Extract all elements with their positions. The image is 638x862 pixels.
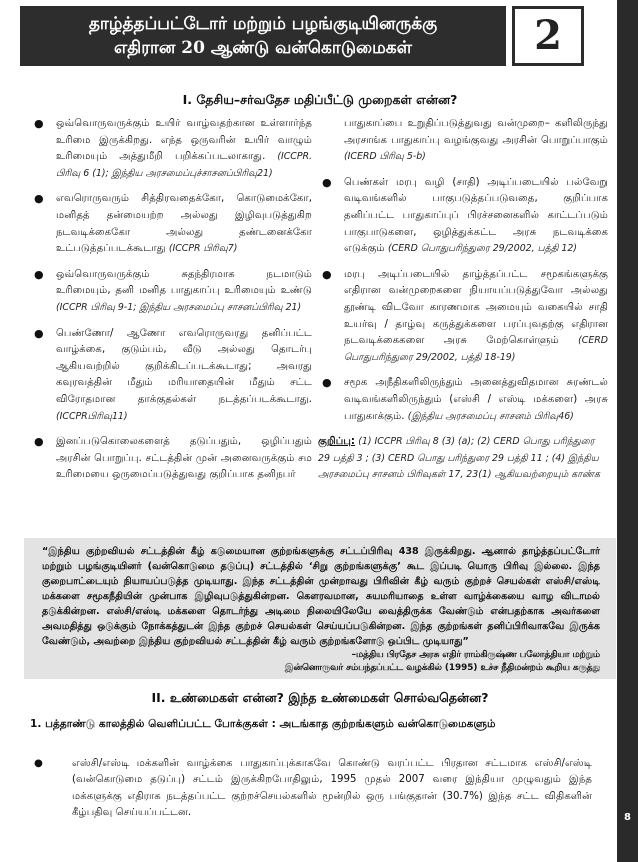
chapter-number: 2: [534, 12, 562, 59]
quote-attribution-line1: –மத்திய பிரதேச அரசு எதிர் ராம்கிருஷ்ண பலோத்தியா மற்றும்: [351, 650, 600, 660]
list-item: [30, 326, 312, 426]
item-text: இனப்படுகொலைகளைத் தடுப்பதும், ஒழிப்பதும் அரசின் பொறுப்பு. சட்டத்தின் முன் அனைவருக்கும் சம உரிமையை ஒருமைப்படுத்துவது குறிப்பாக தனிநபர்: [56, 436, 312, 481]
page-side-bar: [617, 0, 638, 862]
list-item: [30, 191, 312, 257]
bullet-icon: ●: [34, 435, 44, 449]
item-text: சமூக அநீதிகளிலிருந்தும் அனைத்துவிதமான சுரண்டல் வடிவங்களிலிருந்தும் (எஸ்சி / எஸ்டி மக்களை) அரசு பாதுகாக்கும்.: [344, 377, 608, 422]
chapter-header: [20, 6, 506, 66]
section1-heading: I. தேசிய–சர்வதேச மதிப்பீட்டு முறைகள் என்ன?: [182, 92, 458, 107]
footnote: [318, 434, 608, 484]
item-reference: (ICCPR பிரிவு 9-1; இந்திய அரசமைப்பு சாசனப்பிரிவு 21): [56, 301, 302, 313]
chapter-title-line1: தாழ்த்தப்பட்டோர் மற்றும் பழங்குடியினருக்கு: [88, 14, 438, 34]
list-item: [30, 434, 312, 484]
bullet-icon: ●: [34, 758, 43, 769]
section2-subheading: 1. பத்தாண்டு காலத்தில் வெளிப்பட்ட போக்குகள் : அடங்காத குற்றங்களும் வன்கொடுமைகளும்: [30, 718, 496, 730]
bullet-icon: ●: [34, 267, 44, 281]
item-reference: (இந்திய அரசமைப்பு சாசனம் பிரிவு46): [407, 410, 574, 422]
chapter-title: [20, 12, 506, 60]
item-reference: (CERD பொதுபரிந்துரை 29/2002, பத்தி 12): [388, 243, 577, 255]
item-text: எவரொருவரும் சித்திரவதைக்கோ, கொடுமைக்கோ, மனிதத் தன்மையற்ற அல்லது இழிவுபடுத்துகிற நடவடிக்கைகோ அல்லது தண்டனைக்கோ உட்படுத்தப்படக்கூடாது: [56, 193, 312, 255]
item-reference: (ICCPR பிரிவு7): [168, 243, 238, 255]
footnote-label: குறிப்பு:: [318, 436, 355, 448]
bullet-icon: ●: [34, 192, 44, 206]
quote-attribution-line2: இன்னொருவர் சம்பந்தப்பட்ட வழக்கில் (1995) உச்ச நீதிமன்றம் கூறிய கருத்து: [284, 663, 600, 673]
bullet-icon: ●: [34, 117, 44, 130]
bullet-icon: ●: [322, 175, 332, 189]
bullet-icon: ●: [322, 376, 332, 390]
item-text: பெண்ணோ/ ஆணோ எவரொருவரது தனிப்பட்ட வாழ்க்கை, குடும்பம், வீடு அல்லது தொடர்பு ஆகியவற்றில் குறிக்கிடப்படக்கூடாது; அவரது கவுரவத்தின் மீதும் மரியாதையின் மீதும் சட்ட விரோதமான தாக்குதல்கள் நடத்தப்படக்கூடாது.: [56, 327, 312, 405]
list-item: [30, 756, 592, 822]
left-column: [30, 116, 312, 493]
item-text: ஒவ்வொருவருக்கும் உயிர் வாழ்வதற்கான உள்ளார்ந்த உரிமை இருக்கிறது. எந்த ஒருவரின் உயிர் வாழும் உரிமையும் அத்துமீறி பறிக்கப்படலாகாது.: [56, 118, 312, 163]
item-reference: (ICCPR. பிரிவு 6 (1); இந்திய அரசமைப்புச்சாசனப்பிரிவு21): [56, 151, 312, 179]
quote-text: “இந்திய குற்றவியல் சட்டத்தின் கீழ் கடுமையான குற்றங்களுக்கு சட்டப்பிரிவு 438 இருக்கிறது. ஆனால் தாழ்த்தப்பட்டோர் மற்றும் பழங்குடியினர் (வன்கொடுமை தடுப்பு) சட்டத்தில் ‘சிறு குற்றங்களுக்கு’ கூட இப்படி யொரு பிரிவு இல்லை. இந்த குறைபாட்டையும் நியாயப்படுத்த முடியாது. இந்த சட்டத்தின் முன்றாவது பிரிவின் கீழ் வரும் குற்றச் செயல்கள் எஸ்சி/எஸ்டி மக்களை சமூகநீதியின் முன்பாக இழிவுபடுத்துகின்றன. கௌரவமான, சுயமரியாதை உள்ள வாழ்க்கையை வாழ விடாமல் தடுக்கின்றன. எஸ்சி/எஸ்டி மக்களை தொடர்ந்து அடிமை நிலையிலேயே வைத்திருக்க வேண்டும் என்பதற்காக அவர்களை அவமதித்து ஒடுக்கும் நோக்கத்துடன் இந்த குற்றச் செயல்கள் செய்யப்படுகின்றன. இந்த குற்றங்கள் தனிப்பிரிவாகவே இருக்க வேண்டும், அவற்றை இந்திய குற்றவியல் சட்டத்தின் கீழ் வரும் குற்றங்களோடு ஒப்பிட முடியாது”: [42, 546, 600, 647]
list-item: [318, 375, 608, 425]
bullet-icon: ●: [322, 267, 332, 281]
quote-box: [24, 538, 616, 679]
item-reference: (ICERD பிரிவு 5-b): [344, 151, 426, 163]
item-text: பாதுகாப்பை உறுதிப்படுத்துவது வன்முறை– களிலிருந்து அரசாங்க பாதுகாப்பு வழங்குவது அரசின் பொறுப்பாகும்: [344, 118, 608, 146]
chapter-title-line2: எதிரான 20 ஆண்டு வன்கொடுமைகள்: [114, 38, 412, 58]
list-item: [30, 116, 312, 182]
list-item: [318, 175, 608, 258]
right-column: [318, 116, 608, 484]
list-item: [30, 267, 312, 317]
item-reference: (CERD பொதுபரிந்துரை 29/2002, பத்தி 18-19): [344, 335, 608, 363]
item-reference: (ICCPRபிரிவு11): [56, 410, 128, 422]
item-text: எஸ்சி/எஸ்டி மக்களின் வாழ்க்கை பாதுகாப்புக்காகவே கொண்டு வரப்பட்ட பிரதான சட்டமாக எஸ்சி/எஸ்டி (வன்கொடுமை தடுப்பு) சட்டம் இருக்கிறபோதிலும், 1995 முதல் 2007 வரை இந்தியா முழுவதும் இந்த மக்களுக்கு எதிராக நடத்தப்பட்ட குற்றச்செயல்களில் மூன்றில் ஒரு பங்குதான் (30.7%) இந்த சட்ட விதிகளின் கீழ்பதிவு செய்யப்பட்டன.: [72, 758, 592, 819]
list-item: [318, 267, 608, 367]
section2-heading: II. உண்மைகள் என்ன? இந்த உண்மைகள் சொல்வதென்ன?: [151, 690, 489, 705]
footnote-text: (1) ICCPR பிரிவு 8 (3) (a); (2) CERD பொது பரிந்துரை 29 பத்தி 3 ; (3) CERD பொது பரிந்துரை 29 பத்தி 11 ; (4) இந்திய அரசமைப்பு சாசனம் பிரிவுகள் 17, 23(1) ஆகியவற்றையும் காண்க: [318, 436, 601, 481]
item-text: மரபு அடிப்படையில் தாழ்த்தப்பட்ட சமூகங்களுக்கு எதிரான வன்முறைகளை நியாயப்படுத்துவோ அல்லது தூண்டி விடவோ காரணமாக அமையும் வகையில் சாதி உயர்வு / தாழ்வு கருத்துக்களை பரப்புவதற்கு எதிரான நடவடிக்கைகளை அரசு மேற்கொள்ளும்: [344, 268, 608, 347]
item-text: ஒவ்வொருவருக்கும் சுதந்திரமாக நடமாடும் உரிமையும், தனி மனித பாதுகாப்பு உரிமையும் உண்டு: [56, 268, 312, 297]
page-number: 8: [624, 812, 631, 823]
chapter-number-box: [512, 6, 584, 66]
item-text: பெண்கள் மரபு வழி (சாதி) அடிப்படையில் பல்வேறு வடிவங்களில் பாகுபடுத்தப்படுவதை, குறிப்பாக தனிப்பட்ட பாதுகாப்புப் பிரச்சனைகளில் காட்டப்படும் பாகுபாடுகளை, ஒழித்துக்கட்ட அரசு நடவடிக்கை எடுக்கும்: [344, 176, 608, 255]
list-item-continuation: [318, 116, 608, 166]
bullet-icon: ●: [34, 326, 44, 340]
